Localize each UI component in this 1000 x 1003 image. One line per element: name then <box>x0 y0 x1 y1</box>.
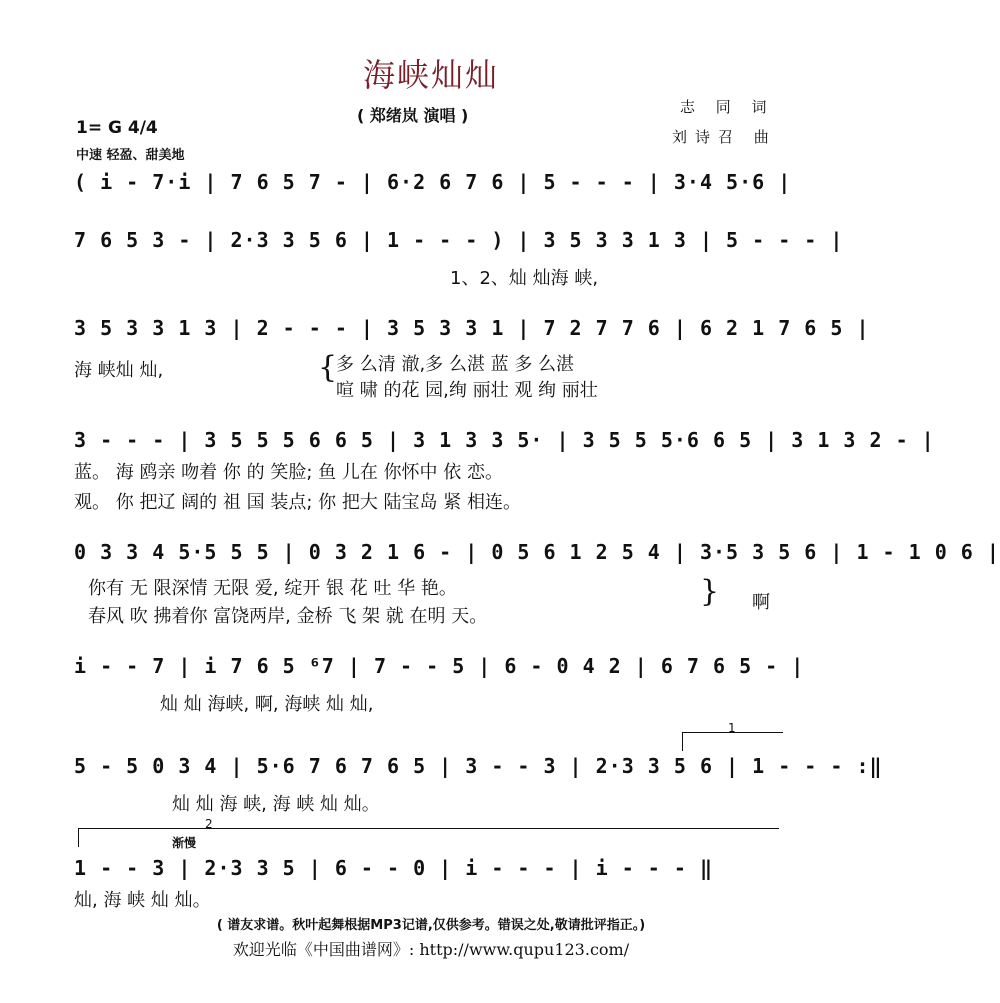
site-footer: 欢迎光临《中国曲谱网》: http://www.qupu123.com/ <box>232 940 630 959</box>
verse-brace-end: } <box>700 574 720 609</box>
score-line-5: 0 3 3 4 5·5 5 5 | 0 3 2 1 6 - | 0 5 6 1 2 5 4 | 3·5 3 5 6 | 1 - 1 0 6 | <box>74 540 1000 564</box>
lyric-line-7: 灿 灿 海 峡, 海 峡 灿 灿。 <box>172 794 380 815</box>
lyric-line-5-end: 啊 <box>752 592 770 613</box>
lyric-line-4b: 观。 你 把辽 阔的 祖 国 装点; 你 把大 陆宝岛 紧 相连。 <box>74 492 522 513</box>
first-ending-bracket <box>682 721 783 751</box>
transcriber-note: ( 谱友求谱。秋叶起舞根据MP3记谱,仅供参考。错误之处,敬请批评指正。) <box>216 918 646 933</box>
score-line-7: 5 - 5 0 3 4 | 5·6 7 6 7 6 5 | 3 - - 3 | 2·3 3 5 6 | 1 - - - :‖ <box>74 754 883 778</box>
lyric-line-4a: 蓝。 海 鸥亲 吻着 你 的 笑脸; 鱼 儿在 你怀中 依 恋。 <box>74 462 504 483</box>
lyricist-credit: 志 同 词 <box>680 98 775 116</box>
first-ending-number: 1 <box>728 721 736 735</box>
verse-brace: { <box>318 350 338 385</box>
tempo-marking: 中速 轻盈、甜美地 <box>76 148 185 163</box>
key-signature: 1= G 4/4 <box>76 118 158 138</box>
lyric-line-3a: 海 峡灿 灿, <box>74 360 164 381</box>
score-line-8: 1 - - 3 | 2·3 3 5 | 6 - - 0 | i - - - | i - - - ‖ <box>74 856 714 880</box>
lyric-line-2: 1、2、灿 灿海 峡, <box>450 268 599 289</box>
performer-subtitle: ( 郑绪岚 演唱 ) <box>357 106 469 125</box>
second-ending-number: 2 <box>205 817 213 831</box>
lyric-line-6: 灿 灿 海峡, 啊, 海峡 灿 灿, <box>160 694 374 715</box>
lyric-line-3b1: 多 么清 澈,多 么湛 蓝 多 么湛 <box>336 354 575 375</box>
composer-credit: 刘诗召 曲 <box>672 128 777 146</box>
score-line-3: 3 5 3 3 1 3 | 2 - - - | 3 5 3 3 1 | 7 2 7 7 6 | 6 2 1 7 6 5 | <box>74 316 870 340</box>
score-line-1: ( i - 7·i | 7 6 5 7 - | 6·2 6 7 6 | 5 - - - | 3·4 5·6 | <box>74 170 792 194</box>
song-title: 海峡灿灿 <box>362 56 499 94</box>
lyric-line-3b2: 喧 啸 的花 园,绚 丽壮 观 绚 丽壮 <box>336 380 598 401</box>
ritardando-marking: 渐慢 <box>172 836 197 850</box>
lyric-line-8: 灿, 海 峡 灿 灿。 <box>74 890 211 911</box>
score-line-2: 7 6 5 3 - | 2·3 3 5 6 | 1 - - - ) | 3 5 3 3 1 3 | 5 - - - | <box>74 228 844 252</box>
score-line-4: 3 - - - | 3 5 5 5 6 6 5 | 3 1 3 3 5· | 3 5 5 5·6 6 5 | 3 1 3 2 - | <box>74 428 935 452</box>
lyric-line-5a: 你有 无 限深情 无限 爱, 绽开 银 花 吐 华 艳。 <box>88 578 457 599</box>
lyric-line-5b: 春风 吹 拂着你 富饶两岸, 金桥 飞 架 就 在明 天。 <box>88 606 488 627</box>
score-line-6: i - - 7 | i 7 6 5 ⁶7 | 7 - - 5 | 6 - 0 4 2 | 6 7 6 5 - | <box>74 654 805 678</box>
